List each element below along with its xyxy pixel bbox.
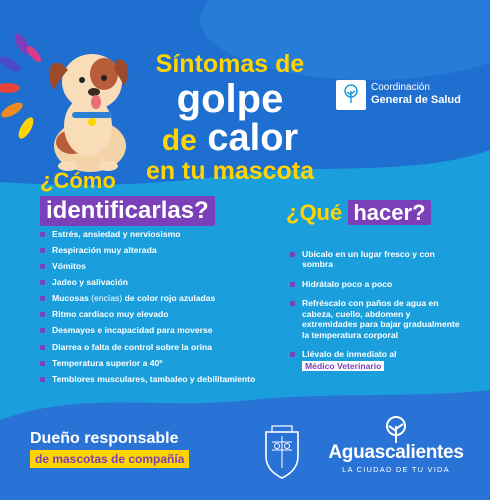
- tree-icon: [376, 414, 416, 444]
- list-item: [40, 293, 264, 303]
- duenio-responsable: [30, 430, 189, 468]
- list-item: Ubícalo en un lugar fresco y con sombra: [290, 249, 468, 270]
- aguascalientes-logo: [316, 414, 476, 474]
- title-calor: calor: [207, 117, 299, 159]
- list-item: [290, 349, 468, 371]
- municipal-seal-icon: [258, 422, 306, 482]
- left-heading: [40, 168, 215, 226]
- list-item: Temblores musculares, tambaleo y debilitamiento: [40, 374, 264, 384]
- mucosas-text-a: Mucosas: [52, 293, 92, 304]
- left-heading-line-2: identificarlas?: [40, 196, 215, 226]
- list-item: Temperatura superior a 40º: [40, 358, 264, 368]
- veterinario-badge: Médico Veterinario: [302, 361, 384, 371]
- list-item: Refréscalo con paños de agua en cabeza, cuello, abdomen y extremidades para bajar gradualmente la temperatura corporal: [290, 298, 468, 340]
- list-item: Vómitos: [40, 261, 264, 271]
- tree-logo-icon: [336, 80, 366, 110]
- list-item: Estrés, ansiedad y nerviosismo: [40, 229, 264, 239]
- title-line-1: Síntomas de: [155, 50, 305, 78]
- title-line-3: [120, 119, 340, 157]
- coordinacion-line-1: Coordinación: [371, 81, 430, 93]
- title-de: de: [161, 124, 197, 157]
- list-item: Respiración muy alterada: [40, 245, 264, 255]
- right-heading: [286, 200, 431, 226]
- title-line-4: en tu mascota: [145, 157, 315, 185]
- list-item: Diarrea o falta de control sobre la orina: [40, 342, 264, 352]
- list-item: Ritmo cardiaco muy elevado: [40, 309, 264, 319]
- main-title: [120, 52, 340, 184]
- list-item: Hidrátalo poco a poco: [290, 279, 468, 289]
- left-heading-line-1: ¿Cómo: [40, 168, 116, 193]
- llevalo-text: Llévalo de inmediato al: [302, 349, 397, 360]
- list-item: Jadeo y salivación: [40, 277, 264, 287]
- coordinacion-line-2: General de Salud: [371, 94, 461, 107]
- list-item: Desmayos e incapacidad para moverse: [40, 325, 264, 335]
- symptoms-list: [40, 229, 264, 390]
- duenio-line-2: de mascotas de compañía: [30, 450, 189, 468]
- coordinacion-logo: [336, 80, 461, 110]
- actions-list: [290, 249, 468, 380]
- title-line-2: golpe: [176, 77, 284, 121]
- right-heading-hacer: hacer?: [348, 200, 430, 225]
- mucosas-text-b: (encías): [91, 293, 123, 304]
- city-slogan: LA CIUDAD DE TU VIDA: [342, 465, 450, 474]
- mucosas-text-c: de color rojo azuladas: [122, 293, 216, 304]
- right-heading-que: ¿Qué: [286, 200, 343, 225]
- city-name: Aguascalientes: [328, 442, 464, 463]
- duenio-line-1: Dueño responsable: [30, 430, 179, 447]
